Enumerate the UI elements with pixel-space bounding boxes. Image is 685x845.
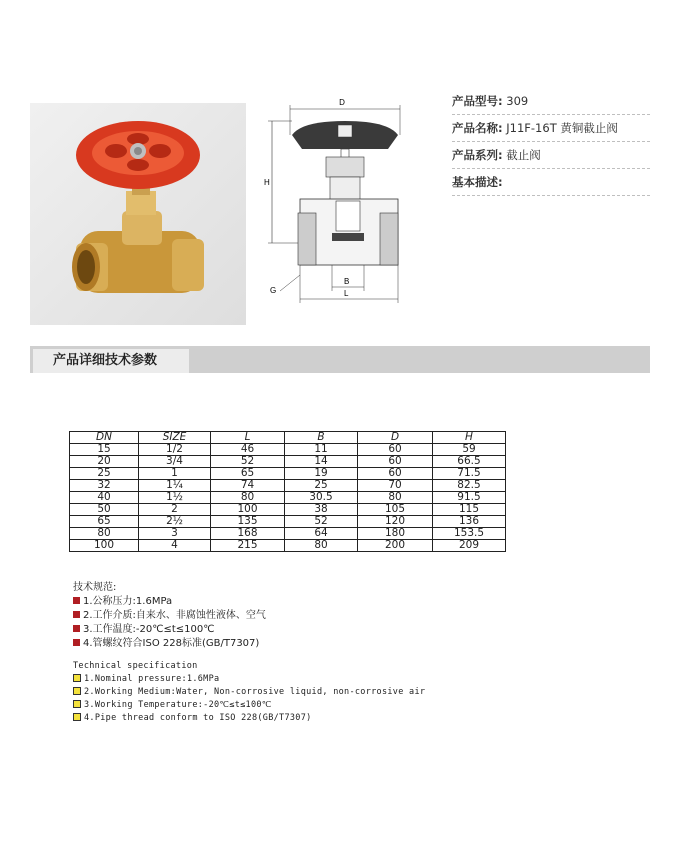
table-row — [70, 516, 506, 528]
table-row — [70, 504, 506, 516]
table-cell: 1/2 — [139, 444, 211, 456]
table-cell: 136 — [433, 516, 506, 528]
table-cell: 168 — [211, 528, 285, 540]
table-cell: 200 — [358, 540, 433, 552]
spec-en-title: Technical specification — [73, 661, 198, 671]
product-model-row — [452, 88, 650, 115]
product-model-label: 产品型号: — [452, 94, 503, 108]
table-cell: 80 — [211, 492, 285, 504]
table-cell: 80 — [285, 540, 358, 552]
table-cell: 46 — [211, 444, 285, 456]
table-cell: 100 — [70, 540, 139, 552]
dimension-g-label: G — [270, 286, 277, 295]
col-header-dn: DN — [70, 432, 139, 444]
table-cell: 64 — [285, 528, 358, 540]
section-header-tab — [33, 349, 189, 373]
yellow-square-bullet-icon — [73, 700, 81, 708]
col-header-l: L — [211, 432, 285, 444]
spec-cn-item: 3.工作温度:-20℃≤t≤100℃ — [73, 623, 266, 637]
table-cell: 2½ — [139, 516, 211, 528]
table-cell: 20 — [70, 456, 139, 468]
table-cell: 74 — [211, 480, 285, 492]
table-cell: 60 — [358, 456, 433, 468]
dimension-d-label: D — [339, 98, 345, 107]
table-cell: 1½ — [139, 492, 211, 504]
table-cell: 80 — [358, 492, 433, 504]
section-title: 产品详细技术参数 — [53, 353, 158, 368]
red-square-bullet-icon — [73, 611, 80, 618]
dimension-l-label: L — [344, 289, 349, 298]
table-cell: 19 — [285, 468, 358, 480]
yellow-square-bullet-icon — [73, 687, 81, 695]
table-row — [70, 540, 506, 552]
table-cell: 115 — [433, 504, 506, 516]
spec-en-item: 4.Pipe thread conform to ISO 228(GB/T7307) — [73, 712, 425, 725]
table-cell: 180 — [358, 528, 433, 540]
table-header-row — [70, 432, 506, 444]
spec-en-item: 1.Nominal pressure:1.6MPa — [73, 673, 425, 686]
table-cell: 153.5 — [433, 528, 506, 540]
table-cell: 80 — [70, 528, 139, 540]
table-cell: 52 — [211, 456, 285, 468]
table-cell: 1¼ — [139, 480, 211, 492]
spec-cn-item: 1.公称压力:1.6MPa — [73, 595, 266, 609]
dimension-b-label: B — [344, 277, 350, 286]
red-square-bullet-icon — [73, 625, 80, 632]
table-cell: 82.5 — [433, 480, 506, 492]
table-cell: 105 — [358, 504, 433, 516]
table-cell: 3 — [139, 528, 211, 540]
yellow-square-bullet-icon — [73, 674, 81, 682]
product-info — [452, 88, 650, 196]
col-header-h: H — [433, 432, 506, 444]
table-cell: 30.5 — [285, 492, 358, 504]
spec-cn-item: 4.管螺纹符合ISO 228标准(GB/T7307) — [73, 637, 266, 651]
table-cell: 40 — [70, 492, 139, 504]
col-header-size: SIZE — [139, 432, 211, 444]
table-cell: 135 — [211, 516, 285, 528]
table-cell: 100 — [211, 504, 285, 516]
table-cell: 120 — [358, 516, 433, 528]
red-square-bullet-icon — [73, 639, 80, 646]
brass-gate-valve-image — [30, 103, 246, 325]
table-cell: 3/4 — [139, 456, 211, 468]
table-row — [70, 492, 506, 504]
table-cell: 15 — [70, 444, 139, 456]
spec-list-en — [73, 660, 425, 725]
red-square-bullet-icon — [73, 597, 80, 604]
table-cell: 1 — [139, 468, 211, 480]
product-desc-label: 基本描述: — [452, 175, 503, 189]
product-model-value: 309 — [506, 94, 529, 108]
yellow-square-bullet-icon — [73, 713, 81, 721]
table-cell: 215 — [211, 540, 285, 552]
spec-cn-title: 技术规范: — [73, 582, 117, 593]
table-row — [70, 444, 506, 456]
dimension-h-label: H — [264, 178, 270, 187]
table-row — [70, 480, 506, 492]
table-cell: 91.5 — [433, 492, 506, 504]
table-cell: 66.5 — [433, 456, 506, 468]
product-name-value: J11F-16T 黄铜截止阀 — [506, 121, 618, 135]
table-cell: 60 — [358, 468, 433, 480]
table-cell: 25 — [70, 468, 139, 480]
table-cell: 60 — [358, 444, 433, 456]
table-cell: 59 — [433, 444, 506, 456]
table-cell: 65 — [70, 516, 139, 528]
product-series-label: 产品系列: — [452, 148, 503, 162]
col-header-d: D — [358, 432, 433, 444]
spec-en-item: 2.Working Medium:Water, Non-corrosive liquid, non-corrosive air — [73, 686, 425, 699]
table-cell: 52 — [285, 516, 358, 528]
table-cell: 14 — [285, 456, 358, 468]
table-cell: 38 — [285, 504, 358, 516]
product-photo — [30, 103, 246, 325]
table-row — [70, 456, 506, 468]
spec-list-cn — [73, 581, 266, 651]
spec-cn-item: 2.工作介质:自来水、非腐蚀性液体、空气 — [73, 609, 266, 623]
table-cell: 70 — [358, 480, 433, 492]
table-cell: 50 — [70, 504, 139, 516]
table-row — [70, 468, 506, 480]
table-cell: 71.5 — [433, 468, 506, 480]
spec-en-item: 3.Working Temperature:-20℃≤t≤100℃ — [73, 699, 425, 712]
product-name-label: 产品名称: — [452, 121, 503, 135]
product-desc-row — [452, 169, 650, 196]
table-cell: 11 — [285, 444, 358, 456]
table-row — [70, 528, 506, 540]
product-series-row — [452, 142, 650, 169]
valve-dimension-drawing — [262, 95, 412, 305]
product-name-row — [452, 115, 650, 142]
table-cell: 65 — [211, 468, 285, 480]
table-cell: 25 — [285, 480, 358, 492]
table-cell: 32 — [70, 480, 139, 492]
table-cell: 209 — [433, 540, 506, 552]
table-cell: 4 — [139, 540, 211, 552]
table-cell: 2 — [139, 504, 211, 516]
spec-table — [69, 431, 506, 552]
product-series-value: 截止阀 — [506, 148, 541, 162]
col-header-b: B — [285, 432, 358, 444]
